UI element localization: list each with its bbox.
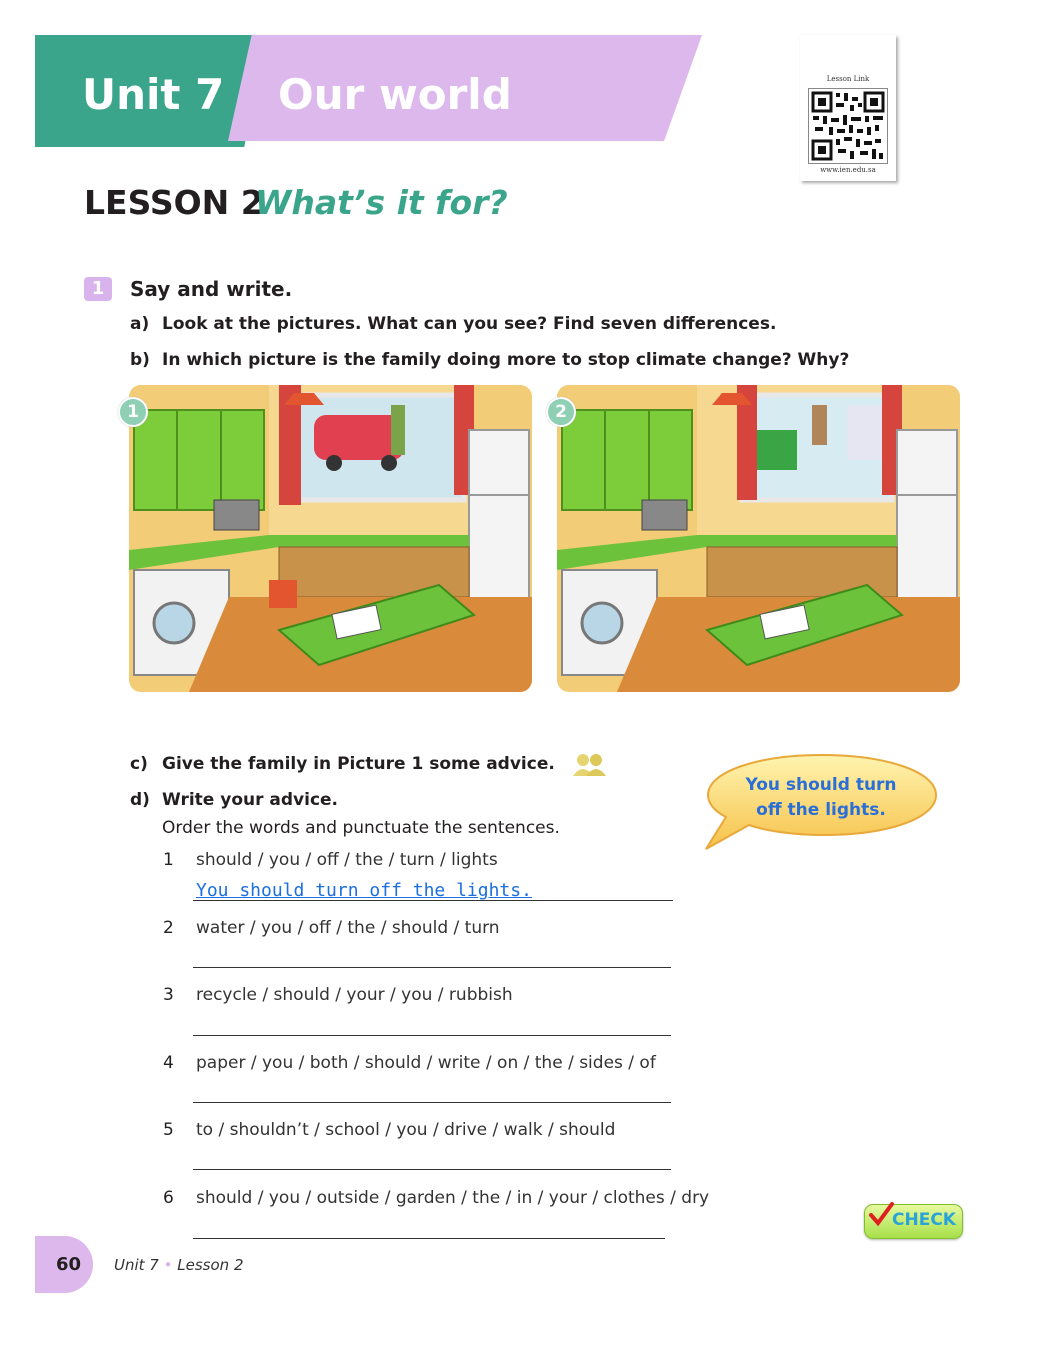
- qr-lesson-link[interactable]: [800, 35, 896, 181]
- instruction-b-text: In which picture is the family doing more to stop climate change? Why?: [162, 350, 850, 370]
- example-answer: You should turn off the lights.: [196, 880, 532, 901]
- speech-bubble-line-1: You should turn: [745, 775, 897, 795]
- picture-1-badge: 1: [118, 397, 148, 427]
- footer-lesson: Lesson 2: [177, 1256, 244, 1274]
- footer-unit: Unit 7: [114, 1256, 159, 1274]
- instruction-a-text: Look at the pictures. What can you see? Find seven differences.: [162, 314, 777, 334]
- instruction-c: [130, 754, 555, 774]
- instruction-d-text: Write your advice.: [162, 790, 339, 810]
- speech-bubble-text: [720, 773, 922, 823]
- instruction-d-label: d): [130, 790, 150, 810]
- instruction-a-label: a): [130, 314, 150, 334]
- check-button-label: CHECK: [892, 1210, 956, 1230]
- item-words: should / you / off / the / turn / lights: [196, 850, 498, 870]
- picture-2-badge: 2: [546, 397, 576, 427]
- instruction-b-label: b): [130, 350, 150, 370]
- item-words: water / you / off / the / should / turn: [196, 918, 500, 938]
- item-number: 1: [163, 850, 174, 870]
- lesson-label: LESSON 2: [84, 183, 264, 222]
- item-words: should / you / outside / garden / the / in / your / clothes / dry: [196, 1188, 710, 1208]
- instruction-d-sub: Order the words and punctuate the sentences.: [162, 818, 560, 838]
- answer-line[interactable]: [193, 1102, 671, 1103]
- item-words: to / shouldn’t / school / you / drive / walk / should: [196, 1120, 616, 1140]
- pair-work-icon: [570, 752, 610, 782]
- answer-line[interactable]: [193, 1238, 665, 1239]
- checkmark-icon: [868, 1202, 894, 1232]
- exercise-number-badge: 1: [84, 277, 112, 301]
- lesson-title: What’s it for?: [255, 183, 508, 222]
- instruction-a: [130, 314, 776, 334]
- speech-bubble-line-2: off the lights.: [756, 800, 886, 820]
- item-number: 6: [163, 1188, 174, 1208]
- instruction-c-text: Give the family in Picture 1 some advice.: [162, 754, 555, 774]
- qr-caption: Lesson Link: [826, 75, 870, 83]
- item-words: recycle / should / your / you / rubbish: [196, 985, 513, 1005]
- kitchen-picture-1: [129, 385, 532, 692]
- unit-label: Unit 7: [82, 70, 225, 119]
- footer-breadcrumb: [114, 1256, 244, 1274]
- footer-separator: •: [163, 1256, 173, 1274]
- instruction-c-label: c): [130, 754, 148, 774]
- item-number: 3: [163, 985, 174, 1005]
- qr-url: www.ien.edu.sa: [820, 166, 876, 174]
- answer-line[interactable]: [193, 900, 673, 901]
- unit-title: Our world: [278, 70, 512, 119]
- item-words: paper / you / both / should / write / on / the / sides / of: [196, 1053, 656, 1073]
- qr-code-icon: [808, 88, 888, 164]
- item-number: 2: [163, 918, 174, 938]
- kitchen-picture-2: [557, 385, 960, 692]
- instruction-b: [130, 350, 849, 370]
- instruction-d: [130, 790, 338, 810]
- item-number: 4: [163, 1053, 174, 1073]
- exercise-title: Say and write.: [130, 277, 293, 301]
- page-number: 60: [56, 1254, 82, 1275]
- answer-line[interactable]: [193, 1169, 671, 1170]
- answer-line[interactable]: [193, 967, 671, 968]
- item-number: 5: [163, 1120, 174, 1140]
- answer-line[interactable]: [193, 1035, 671, 1036]
